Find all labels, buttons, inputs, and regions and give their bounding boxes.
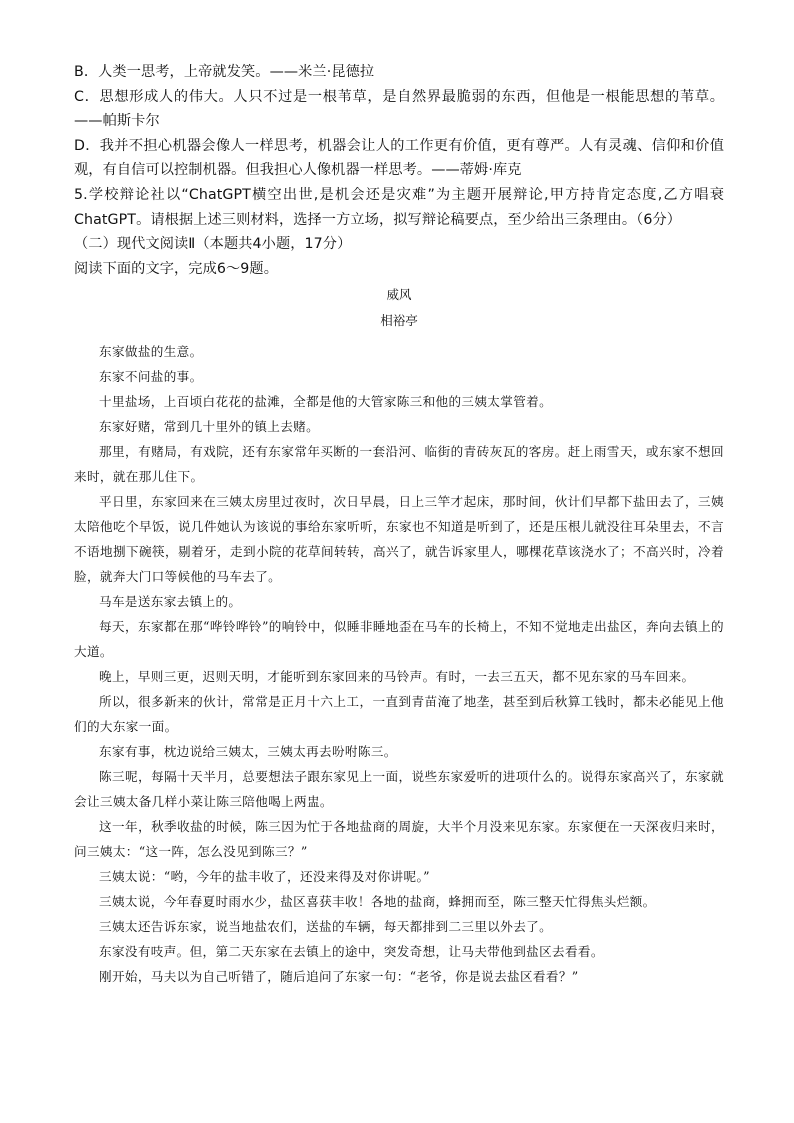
story-paragraph: 东家没有吱声。但，第二天东家在去镇上的途中，突发奇想，让马夫带他到盐区去看看。 xyxy=(99,944,604,960)
option-c: C．思想形成人的伟大。人只不过是一根苇草，是自然界最脆弱的东西，但他是一根能思想的苇草。——帕斯卡尔 xyxy=(74,88,724,130)
document-page xyxy=(74,60,724,989)
story-paragraph: 东家有事，枕边说给三姨太，三姨太再去吩咐陈三。 xyxy=(99,744,397,760)
question-5: 5.学校辩论社以“ChatGPT横空出世,是机会还是灾难”为主题开展辩论,甲方持肯定态度,乙方唱衰ChatGPT。请根据上述三则材料，选择一方立场，拟写辩论稿要点，至少给出三条理由。（6分） xyxy=(74,186,724,228)
option-d: D．我并不担心机器会像人一样思考，机器会让人的工作更有价值，更有尊严。人有灵魂、信仰和价值观，有自信可以控制机器。但我担心人像机器一样思考。——蒂姆·库克 xyxy=(74,137,724,179)
story-paragraph: 这一年，秋季收盐的时候，陈三因为忙于各地盐商的周旋，大半个月没来见东家。东家便在一天深夜归来时，问三姨太：“这一阵，怎么没见到陈三？” xyxy=(74,819,724,860)
story-paragraph: 三姨太还告诉东家，说当地盐农们，送盐的车辆，每天都排到二三里以外去了。 xyxy=(99,919,553,935)
story-paragraph: 三姨太说：“哟，今年的盐丰收了，还没来得及对你讲呢。” xyxy=(99,869,430,885)
story-paragraph: 晚上，早则三更，迟则天明，才能听到东家回来的马铃声。有时，一去三五天，都不见东家的马车回来。 xyxy=(99,669,695,685)
story-author: 相裕亭 xyxy=(380,313,418,329)
story-body xyxy=(74,339,724,989)
story-paragraph: 陈三呢，每隔十天半月，总要想法子跟东家见上一面，说些东家爱听的进项什么的。说得东家高兴了，东家就会让三姨太备几样小菜让陈三陪他喝上两盅。 xyxy=(74,769,724,810)
section-heading: （二）现代文阅读Ⅱ（本题共4小题，17分） xyxy=(74,236,352,253)
story-paragraph: 马车是送东家去镇上的。 xyxy=(99,594,242,610)
story-paragraph: 十里盐场，上百顷白花花的盐滩，全都是他的大管家陈三和他的三姨太掌管着。 xyxy=(99,394,553,410)
story-paragraph: 所以，很多新来的伙计，常常是正月十六上工，一直到青苗淹了地垄，甚至到后秋算工钱时，都未必能见上他们的大东家一面。 xyxy=(74,694,724,735)
story-paragraph: 东家不问盐的事。 xyxy=(99,369,203,385)
story-paragraph: 东家好赌，常到几十里外的镇上去赌。 xyxy=(99,419,320,435)
story-paragraph: 每天，东家都在那“哗铃哗铃”的响铃中，似睡非睡地歪在马车的长椅上，不知不觉地走出盐区，奔向去镇上的大道。 xyxy=(74,619,724,660)
story-paragraph: 那里，有赌局，有戏院，还有东家常年买断的一套沿河、临街的青砖灰瓦的客房。赶上雨雪天，或东家不想回来时，就在那儿住下。 xyxy=(74,444,724,485)
story-title: 威风 xyxy=(386,287,412,303)
option-b: B．人类一思考，上帝就发笑。——米兰·昆德拉 xyxy=(74,64,375,80)
story-paragraph: 刚开始，马夫以为自己听错了，随后追问了东家一句：“老爷，你是说去盐区看看？” xyxy=(99,969,579,985)
story-paragraph: 平日里，东家回来在三姨太房里过夜时，次日早晨，日上三竿才起床，那时间，伙计们早都下盐田去了，三姨太陪他吃个早饭，说几件她认为该说的事给东家听听，东家也不知道是听到了，还是压根儿就没往耳朵里去，不言不语地捌下碗筷，剔着牙，走到小院的花草间转转，高兴了，就告诉家里人，哪棵花草该浇水了；不高兴时，冷着脸，就奔大门口等候他的马车去了。 xyxy=(74,494,724,585)
reading-instruction: 阅读下面的文字，完成6～9题。 xyxy=(74,260,278,277)
story-paragraph: 东家做盐的生意。 xyxy=(99,344,203,360)
story-paragraph: 三姨太说，今年春夏时雨水少，盐区喜获丰收！各地的盐商，蜂拥而至，陈三整天忙得焦头烂额。 xyxy=(99,894,656,910)
